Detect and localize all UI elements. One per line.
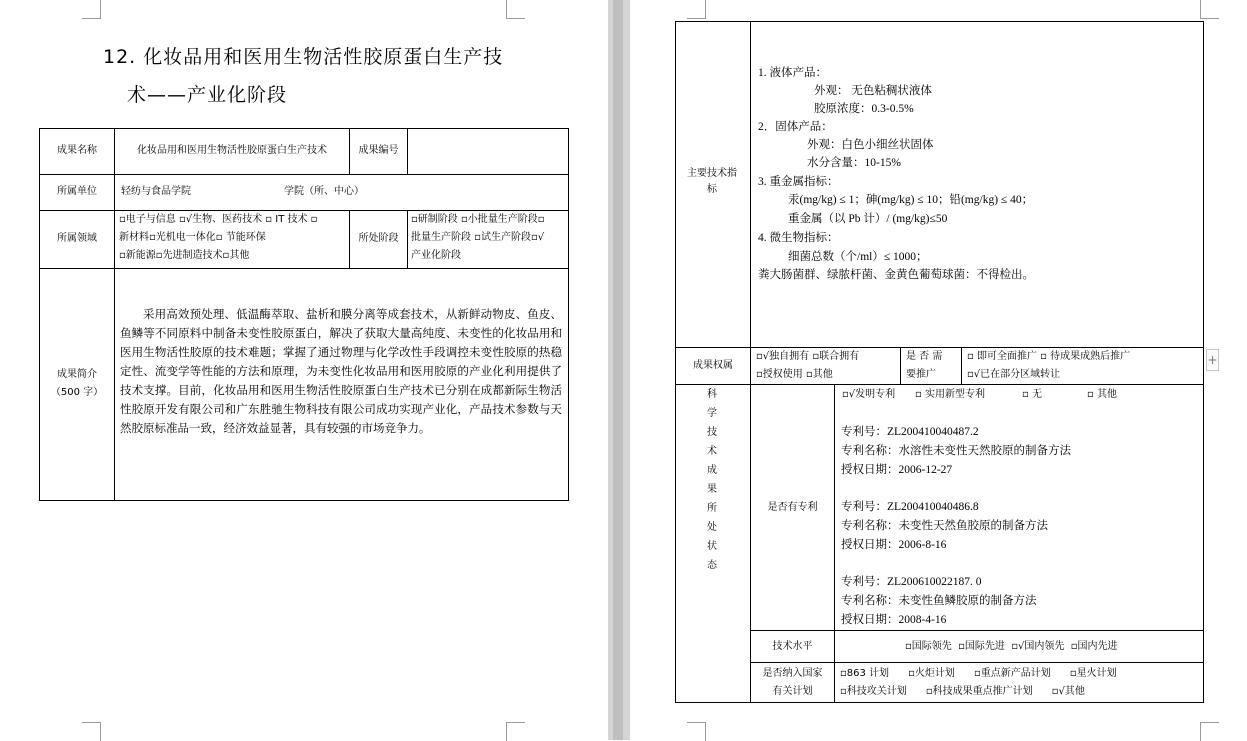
ownership-line-2: ▫授权使用 ▫其他 <box>756 369 833 380</box>
indicator-line-7: 3. 重金属指标： <box>758 176 839 188</box>
crop-mark <box>687 0 706 19</box>
label-promote: 是 否 需 <box>906 351 943 362</box>
patent-2-number: 专利号：ZL200410040486.8 <box>841 501 979 513</box>
patent-1-date: 授权日期：2006-12-27 <box>841 464 953 476</box>
patent-1-number: 专利号：ZL200410040487.2 <box>841 426 979 438</box>
indicator-line-10: 4. 微生物指标： <box>758 232 839 244</box>
promote-line-2: ▫√已在部分区域转让 <box>967 369 1061 380</box>
section-title-line1: 12. 化妆品用和医用生物活性胶原蛋白生产技 <box>103 46 504 68</box>
side-char: 处 <box>707 522 717 533</box>
tech-level-options: ▫国际领先 ▫国际先进 ▫√国内领先 ▫国内先进 <box>905 641 1118 652</box>
indicator-line-6: 水分含量：10-15% <box>807 157 901 169</box>
side-char: 果 <box>707 484 717 495</box>
label-plan-2: 有关计划 <box>772 686 813 697</box>
patent-opt-other: ▫ 其他 <box>1087 389 1117 400</box>
field-line-2: 新材料▫光机电一体化▫ 节能环保 <box>119 232 266 243</box>
stage-line-2: 批量生产阶段 ▫试生产阶段▫√ <box>411 232 545 243</box>
side-char: 态 <box>707 560 717 571</box>
field-line-1: ▫电子与信息 ▫√生物、医药技术 ▫ IT 技术 ▫ <box>119 214 318 225</box>
label-result-name: 成果名称 <box>57 145 97 156</box>
patent-3-name: 专利名称：未变性鱼鳞胶原的制备方法 <box>841 595 1037 607</box>
label-summary-sub: （500 字） <box>50 387 104 398</box>
status-side-label <box>700 385 724 575</box>
side-char: 状 <box>707 541 717 552</box>
crop-mark <box>687 722 706 741</box>
crop-mark <box>506 0 525 19</box>
value-unit-suffix: 学院（所、中心） <box>284 186 364 197</box>
document-page-left <box>0 0 608 740</box>
side-char: 成 <box>707 465 717 476</box>
ownership-line-1: ▫√独自拥有 ▫联合拥有 <box>756 351 860 362</box>
patent-3-date: 授权日期：2008-4-16 <box>841 614 947 626</box>
indicator-line-8: 汞(mg/kg) ≤ 1；砷(mg/kg) ≤ 10；铅(mg/kg) ≤ 40； <box>788 194 1034 206</box>
label-plan-1: 是否纳入国家 <box>762 668 823 679</box>
label-ownership: 成果权属 <box>693 360 733 371</box>
document-page-right <box>630 0 1247 740</box>
indicator-line-9: 重金属（以 Pb 计）/ (mg/kg)≤50 <box>788 213 948 225</box>
indicator-line-12: 粪大肠菌群、绿脓杆菌、金黄色葡萄球菌：不得检出。 <box>758 269 1034 281</box>
summary-text: 采用高效预处理、低温酶萃取、盐析和膜分离等成套技术，从新鲜动物皮、鱼皮、鱼鳞等不同原料中制备未变性胶原蛋白，解决了获取大量高纯度、未变性的化妆品用和医用生物活性胶原的技术难题；掌握了通过物理与化学改性手段调控未变性胶原的热稳定性、流变学等性能的方法和原理，为未变性化妆品用和医用胶原的产业化利用提供了技术支撑。目前，化妆品用和医用生物活性胶原蛋白生产技术已分别在成都新际生物活性胶原开发有限公司和广东胜驰生物科技有限公司成功实现产业化，产品技术参数与天然胶原标准品一致，经济效益显著，具有较强的市场竞争力。 <box>120 307 562 435</box>
patent-opt-invention: ▫√发明专利 <box>842 389 896 400</box>
side-char: 技 <box>707 427 717 438</box>
stage-line-3: 产业化阶段 <box>411 250 461 261</box>
indicator-line-4: 2．固体产品： <box>758 121 833 133</box>
field-line-3: ▫新能源▫先进制造技术▫其他 <box>119 250 250 261</box>
section-title-line2: 术——产业化阶段 <box>127 84 288 106</box>
plan-options-2: ▫科技攻关计划 ▫科技成果重点推广计划 ▫√其他 <box>840 686 1085 697</box>
crop-mark <box>506 722 525 741</box>
label-stage: 所处阶段 <box>358 233 399 244</box>
side-char: 所 <box>707 503 717 514</box>
label-promote-2: 要推广 <box>906 369 936 380</box>
patent-1-name: 专利名称：水溶性未变性天然胶原的制备方法 <box>841 445 1071 457</box>
indicator-line-11: 细菌总数（个/ml）≤ 1000； <box>788 251 928 263</box>
label-indicators: 主要技术指标 <box>687 168 737 195</box>
label-summary: 成果简介 <box>57 369 97 380</box>
label-field: 所属领域 <box>57 233 97 244</box>
patent-opt-none: ▫ 无 <box>1022 389 1042 400</box>
patent-3-number: 专利号：ZL200610022187. 0 <box>841 576 982 588</box>
promote-line-1: ▫ 即可全面推广 ▫ 待成果成熟后推广 <box>967 351 1131 362</box>
patent-2-date: 授权日期：2006-8-16 <box>841 539 947 551</box>
crop-mark <box>82 722 101 741</box>
label-result-number: 成果编号 <box>358 145 399 156</box>
crop-mark <box>82 0 101 19</box>
label-tech-level: 技术水平 <box>772 641 813 652</box>
value-unit: 轻纺与食品学院 <box>121 186 191 197</box>
label-unit: 所属单位 <box>57 186 97 197</box>
side-char: 科 <box>707 389 717 400</box>
indicator-line-3: 胶原浓度：0.3-0.5% <box>814 103 914 115</box>
add-row-button[interactable]: + <box>1206 349 1219 371</box>
stage-line-1: ▫研制阶段 ▫小批量生产阶段▫ <box>411 214 545 225</box>
value-result-name: 化妆品用和医用生物活性胶原蛋白生产技术 <box>137 145 327 156</box>
crop-mark <box>1200 722 1219 741</box>
plan-options-1: ▫863 计划 ▫火炬计划 ▫重点新产品计划 ▫星火计划 <box>840 668 1117 679</box>
patent-2-name: 专利名称：未变性天然鱼胶原的制备方法 <box>841 520 1048 532</box>
label-patent: 是否有专利 <box>767 502 818 513</box>
side-char: 学 <box>707 408 717 419</box>
indicator-line-2: 外观： 无色粘稠状液体 <box>814 85 932 97</box>
indicator-line-5: 外观：白色小细丝状固体 <box>807 139 934 151</box>
page-gutter-shadow <box>613 0 623 740</box>
crop-mark <box>1200 0 1219 19</box>
indicator-line-1: 1. 液体产品： <box>758 67 827 79</box>
side-char: 术 <box>707 446 717 457</box>
patent-opt-utility: ▫ 实用新型专利 <box>915 389 985 400</box>
